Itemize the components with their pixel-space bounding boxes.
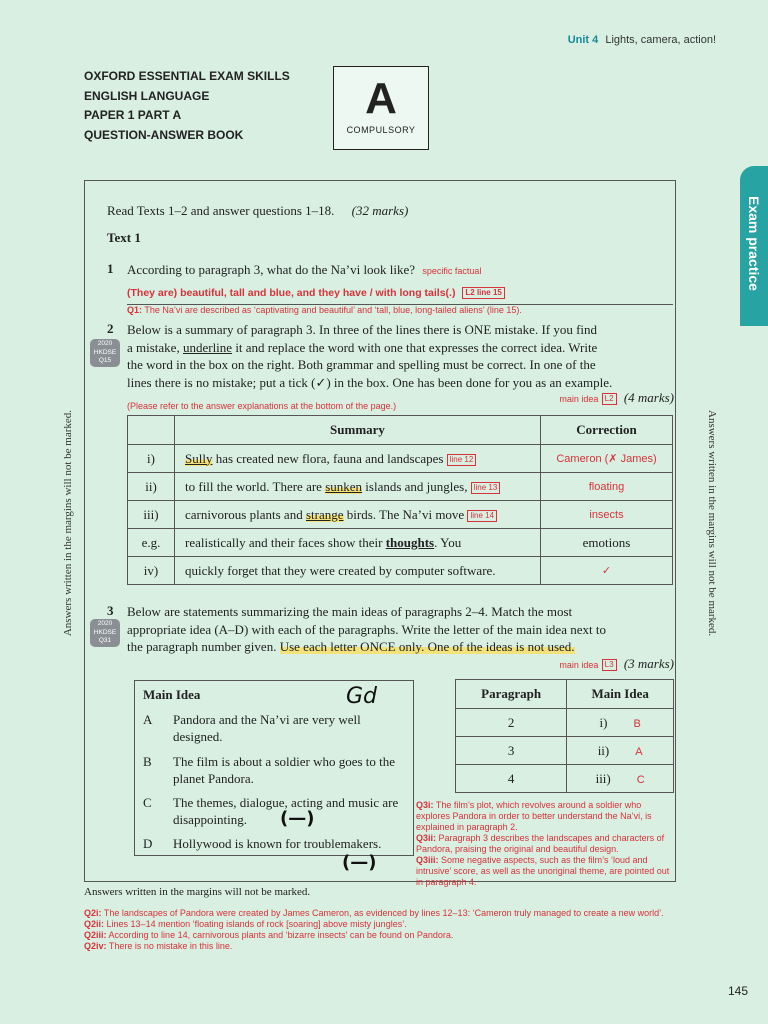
paragraph-match-table <box>455 679 674 793</box>
section-label: COMPULSORY <box>346 125 416 135</box>
paper-info-line: QUESTION-ANSWER BOOK <box>84 127 244 142</box>
q1-explanation-text: The Na’vi are described as ‘captivating and beautiful’ and ‘tall, blue, long-tailed aliens’ (line 15). <box>144 305 522 315</box>
summary-cell <box>175 473 541 501</box>
paragraph-header: Paragraph <box>456 680 567 709</box>
table-row <box>128 557 673 585</box>
q1-answer-line <box>127 285 673 305</box>
table-row <box>128 529 673 557</box>
q2-explanation <box>84 930 676 941</box>
hkdse-badge-line: Q31 <box>98 637 112 644</box>
q2-line: Below is a summary of paragraph 3. In three of the lines there is ONE mistake. If you find <box>127 322 598 337</box>
intro-instructions <box>107 202 408 220</box>
answer-letter: A <box>635 745 643 758</box>
summary-table <box>127 415 673 585</box>
bottom-margin-note: Answers written in the margins will not be marked. <box>84 886 311 898</box>
q2-explanations <box>84 908 676 952</box>
correction-cell[interactable]: ✓ <box>541 557 673 585</box>
handwritten-gd: Gd <box>346 684 378 709</box>
correction-header: Correction <box>541 416 673 445</box>
paper-info-line: ENGLISH LANGUAGE <box>84 88 210 103</box>
idea-letter: D <box>143 836 153 851</box>
page-number: 145 <box>728 984 749 998</box>
q1-question-text: According to paragraph 3, what do the Na’vi look like? <box>127 262 416 277</box>
paper-info-line: PAPER 1 PART A <box>84 108 182 122</box>
q2-explanation-label: Q2iv: <box>84 941 107 951</box>
handwritten-mark: (—) <box>342 852 377 873</box>
line-tag: line 12 <box>447 454 477 466</box>
q2-underline-word: underline <box>182 339 233 355</box>
q2-level-tag: L2 <box>602 393 617 405</box>
hkdse-badge-line: 2020 <box>97 620 113 627</box>
answer-cell[interactable] <box>567 709 674 737</box>
q3-explanation <box>416 855 674 888</box>
exam-practice-tab <box>740 166 768 326</box>
q2-explanation <box>84 919 676 930</box>
handwritten-mark: (—) <box>280 808 315 829</box>
answer-roman: i) <box>599 714 608 730</box>
question-number: 1 <box>107 261 114 276</box>
table-row <box>456 737 674 765</box>
table-row <box>128 473 673 501</box>
hkdse-badge-line: HKDSE <box>93 348 117 356</box>
summary-text: carnivorous plants and <box>185 506 306 522</box>
row-label: e.g. <box>128 529 175 557</box>
answer-letter: B <box>633 717 641 730</box>
unit-header <box>568 34 716 46</box>
q3-line-part: the paragraph number given. <box>127 639 280 654</box>
q2-explanation-text: According to line 14, carnivorous plants and ‘bizarre insects’ can be found on Pandora. <box>108 930 454 940</box>
paper-info-line: OXFORD ESSENTIAL EXAM SKILLS <box>84 69 290 83</box>
q2-explanation <box>84 941 676 952</box>
q3-explanation-text: The film’s plot, which revolves around a soldier who explores Pandora in order to better understand the Na’vi, is explained in paragraph 2. <box>416 800 652 832</box>
unit-label: Unit 4 <box>567 34 599 46</box>
summary-cell <box>175 557 541 585</box>
intro-marks: (32 marks) <box>351 203 409 218</box>
q2-instructions <box>127 321 673 391</box>
mistake-word: strange <box>305 506 344 522</box>
margin-note-left: Answers written in the margins will not be marked. <box>62 410 74 637</box>
paper-info <box>84 67 290 145</box>
answer-roman: iii) <box>595 770 611 786</box>
margin-note-right: Answers written in the margins will not be marked. <box>706 410 718 637</box>
correction-cell[interactable]: insects <box>541 501 673 529</box>
q3-marks: (3 marks) <box>623 656 674 671</box>
hkdse-badge <box>90 339 120 367</box>
idea-text: The themes, dialogue, acting and music are disappointing. <box>173 795 399 827</box>
correction-cell: emotions <box>541 529 673 557</box>
q1-line-ref: L2 line 15 <box>462 287 504 299</box>
idea-letter: B <box>143 754 152 769</box>
q2-line-part: a mistake, <box>127 339 183 355</box>
summary-table-header <box>128 416 673 445</box>
q3-marks-line <box>546 655 674 675</box>
summary-text: to fill the world. There are <box>185 478 326 494</box>
example-word: thoughts <box>385 534 435 550</box>
paragraph-table-header <box>456 680 674 709</box>
q3-line: appropriate idea (A–D) with each of the paragraphs. Write the letter of the main idea next to <box>127 621 606 637</box>
summary-cell <box>175 445 541 473</box>
q2-explanation-text: There is no mistake in this line. <box>108 941 233 951</box>
idea-text: Pandora and the Na’vi are very well designed. <box>173 712 361 744</box>
summary-text: realistically and their faces show their <box>185 534 386 550</box>
summary-header-blank <box>128 416 175 445</box>
summary-text: birds. The Na’vi move <box>343 506 465 522</box>
main-idea-title: Main Idea <box>143 687 201 702</box>
row-label: ii) <box>128 473 175 501</box>
q3-instructions <box>127 603 673 656</box>
q2-explanation <box>84 908 676 919</box>
answer-cell[interactable] <box>567 737 674 765</box>
summary-text: . You <box>434 534 462 550</box>
idea-text: Hollywood is known for troublemakers. <box>173 836 382 851</box>
paragraph-number: 2 <box>456 709 567 737</box>
main-idea-header: Main Idea <box>567 680 674 709</box>
section-box <box>333 66 429 150</box>
q2-marks: (4 marks) <box>623 390 674 405</box>
question-number: 2 <box>107 321 114 336</box>
row-label: iv) <box>128 557 175 585</box>
exam-practice-label: Exam practice <box>746 196 762 291</box>
q3-explanation-text: Paragraph 3 describes the landscapes and characters of Pandora, praising the original and beautiful design. <box>416 833 665 854</box>
summary-text: quickly forget that they were created by computer software. <box>185 562 496 578</box>
q2-explanation-text: The landscapes of Pandora were created by James Cameron, as evidenced by lines 12–13: ‘Cameron truly managed to create a new world’. <box>103 908 664 918</box>
summary-header: Summary <box>175 416 541 445</box>
row-label: i) <box>128 445 175 473</box>
idea-letter: C <box>143 795 152 810</box>
hkdse-badge-line: HKDSE <box>93 628 117 636</box>
line-tag: line 14 <box>467 510 497 522</box>
q2-line: lines there is no mistake; put a tick (✓) in the box. One has been done for you as an example. <box>127 374 613 390</box>
summary-text: has created new flora, fauna and landscapes <box>212 450 444 466</box>
answer-cell[interactable] <box>567 765 674 793</box>
table-row <box>456 709 674 737</box>
q3-explanation-label: Q3ii: <box>416 833 437 843</box>
q1-hint: specific factual <box>422 266 482 276</box>
line-tag: line 13 <box>471 482 501 494</box>
q3-explanation-label: Q3i: <box>416 800 434 810</box>
q3-explanation <box>416 833 674 855</box>
q2-explanation-label: Q2iii: <box>84 930 107 940</box>
summary-cell <box>175 501 541 529</box>
q2-explanation-text: Lines 13–14 mention ‘floating islands of rock [soaring] above misty jungles’. <box>106 919 407 929</box>
q1-question <box>127 261 481 281</box>
section-letter: A <box>365 74 397 123</box>
idea-letter: A <box>143 712 153 727</box>
mistake-word: sunken <box>325 478 363 494</box>
q2-line <box>127 339 673 357</box>
q3-main-idea-label: main idea <box>559 660 599 670</box>
mistake-word: Sully <box>185 450 213 466</box>
idea-text: The film is about a soldier who goes to the planet Pandora. <box>173 754 396 786</box>
q1-explanation <box>127 305 673 316</box>
correction-cell[interactable]: floating <box>541 473 673 501</box>
q2-line: the word in the box on the right. Both grammar and spelling must be correct. In one of the <box>127 357 596 372</box>
q3-explanation-label: Q3iii: <box>416 855 439 865</box>
table-row <box>456 765 674 793</box>
hkdse-badge-line: Q15 <box>98 357 112 364</box>
hkdse-badge <box>90 619 120 647</box>
paragraph-number: 3 <box>456 737 567 765</box>
q3-line <box>127 638 673 656</box>
q2-refer-note: (Please refer to the answer explanations at the bottom of the page.) <box>127 401 397 411</box>
paragraph-number: 4 <box>456 765 567 793</box>
q3-line: Below are statements summarizing the main ideas of paragraphs 2–4. Match the most <box>127 604 573 619</box>
q2-line-part: it and replace the word with one that expresses the correct idea. Write <box>232 339 598 355</box>
q1-explanation-label: Q1: <box>127 305 143 315</box>
q1-answer: (They are) beautiful, tall and blue, and they have / with long tails(.) <box>127 287 456 299</box>
unit-title: Lights, camera, action! <box>605 34 716 46</box>
text-label: Text 1 <box>107 230 141 245</box>
q3-explanation <box>416 800 674 833</box>
row-label: iii) <box>128 501 175 529</box>
correction-cell[interactable]: Cameron (✗ James) <box>541 445 673 473</box>
question-number: 3 <box>107 603 114 618</box>
intro-text: Read Texts 1–2 and answer questions 1–18. <box>107 203 335 218</box>
q3-explanations <box>416 800 674 888</box>
table-row <box>128 501 673 529</box>
q2-explanation-label: Q2ii: <box>84 919 105 929</box>
q2-main-idea-label: main idea <box>559 394 599 404</box>
table-row <box>128 445 673 473</box>
hkdse-badge-line: 2020 <box>97 340 113 347</box>
summary-cell <box>175 529 541 557</box>
answer-letter: C <box>636 773 645 786</box>
summary-text: islands and jungles, <box>362 478 468 494</box>
q2-explanation-label: Q2i: <box>84 908 102 918</box>
q3-level-tag: L3 <box>602 659 617 671</box>
answer-roman: ii) <box>597 742 610 758</box>
q3-highlighted-rule: Use each letter ONCE only. One of the ideas is not used. <box>279 639 575 654</box>
q3-explanation-text: Some negative aspects, such as the film’s ‘loud and intrusive’ score, as well as the unoriginal theme, are pointed out in paragraph 4. <box>416 855 670 887</box>
q2-marks-line <box>546 389 674 409</box>
